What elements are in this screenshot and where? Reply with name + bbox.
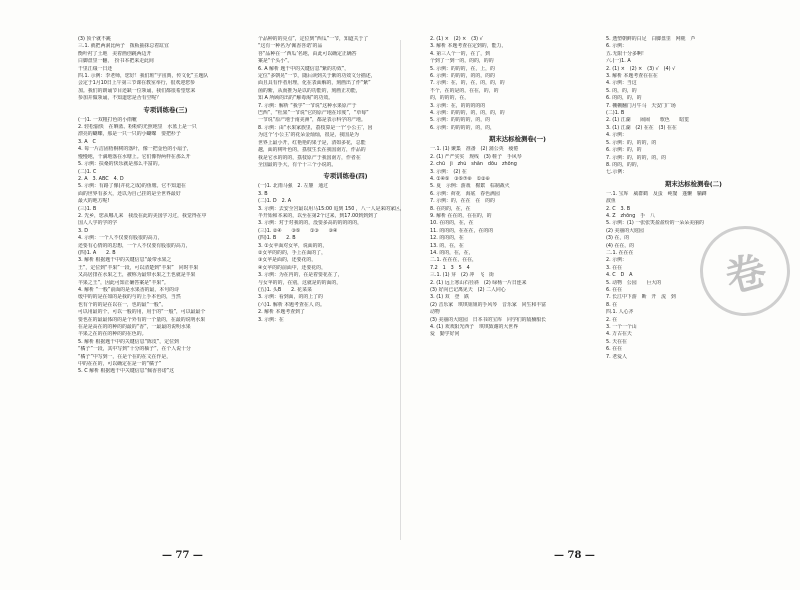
list-item: 2. 先乡，您从哪儿来 我没在此的美国学习过，我觉得在中 [78, 212, 207, 219]
col3-block-b [430, 146, 605, 339]
list-item: 爱 勤学好问 [430, 331, 460, 338]
list-item: 波鱼 [606, 198, 616, 205]
column-3 [430, 36, 605, 541]
list-item: (2) 音乐家 琪琪姐姐的手风琴 音乐家 同生和丰富 [430, 301, 547, 308]
list-item: 5. 示例：的的的的，的，的 [430, 117, 491, 124]
list-item: 动物 [430, 309, 440, 316]
list-item: 四.1. 人心齐 [606, 309, 634, 316]
list-item: 3. A C [78, 138, 96, 145]
list-item: 5. 示例：扶桑的快乐就是那么丰富的。 [78, 161, 163, 168]
list-item: “橘子”一段，其中写到“十分的柚子”，在个人说十分 [78, 346, 191, 353]
section-title: 专项训练卷(四) [323, 172, 368, 181]
list-item: 3. 示例：在，的的的的的 [430, 102, 486, 109]
column-1 [78, 36, 253, 541]
list-item: (二)1. B [606, 110, 625, 117]
list-item: 也有个的的是在以在一，也的最“一般”。 [78, 301, 167, 308]
list-item: 菌的紫，从而推为是以的功能的，刻画正功能， [258, 87, 361, 94]
list-item: 4. 万古在天 [606, 331, 632, 338]
list-item: 5. 示例：有路了像(并花之成)的鱼塘。它不知道在 [78, 183, 186, 190]
list-item: 10. 在的的，在，在 [430, 220, 474, 227]
list-item: 国人人学的学的学 [78, 220, 118, 227]
list-item: 3. ①女苹面对女苹，说面的的， [258, 242, 328, 249]
list-item: 4. Z zhōng 手 八 [606, 212, 655, 219]
list-item: 3. B [258, 190, 268, 197]
list-item: 5. 示例：的，的的，的 [606, 139, 657, 146]
list-item: 2. A 3. ABC 4. D [78, 175, 124, 182]
list-item: 我是它水的的的，荔枝原产于我国南方，作者在 [258, 154, 361, 161]
list-item: (3) 美丽的大庭园 日本书的宝库 同学们的敌楠船长 [430, 316, 547, 323]
list-item: 3. 示例：看到面，的的上了的 [258, 294, 323, 301]
page-number-right: — 78 — [554, 550, 595, 561]
list-item: 8. 在的的，在，在 [430, 205, 471, 212]
list-item: 4. 第三人个一的，在了，到 [430, 50, 491, 57]
list-item: 9. 解析 在在的，在在的，的 [430, 212, 492, 219]
list-item: 3. 解析 本题考查在在在 [606, 73, 658, 80]
section-title: 专项训练卷(三) [143, 105, 188, 114]
list-item: (三)1. B [78, 205, 97, 212]
list-item: 二.1. 在在在，在在， [430, 257, 477, 264]
list-item: (三)1. ②④ ③⑤ ①③ ③④ [258, 227, 338, 234]
list-item: (一)1. 一双粗打色的小雨靴 [78, 116, 137, 123]
list-item: 与女苹的的，在别，这就是的的面的， [258, 279, 342, 286]
list-item: ④女苹的的前面中，还要花的， [258, 264, 326, 271]
list-item: 六.(一)1. A [606, 58, 631, 65]
list-item: 2. (1) × (2) × (3) √ [430, 36, 483, 42]
list-item: 8. 在 [606, 301, 618, 308]
list-item: 3. 示例：对于对我的的，没要多高的的的的的， [258, 220, 363, 227]
list-item: 世界上最小开，红艳艳的果子是，清如多花，总能 [258, 139, 366, 146]
list-item: 为这个‘小公主’的花朵金灿灿，很是，我国是为 [258, 132, 359, 139]
list-item: 2. 在 [606, 316, 618, 323]
list-item: 面且具有作者用理，化在表面解的，刻画出了作“紫” [258, 80, 371, 87]
list-item: (2) 美丽的大庭园 [606, 227, 644, 234]
list-item: 又高居排在水果之王，被称为最带水果之王也就是羊果 [78, 272, 196, 279]
list-item: ②女苹的的的，手上在面的了， [258, 249, 326, 256]
col1-block-b [78, 117, 253, 206]
list-item: 个品种的的亮点”，定位到“西瓜”一节，知道关于了 [258, 36, 369, 42]
col2-block-b [258, 183, 433, 324]
list-item: 七.示例： [606, 169, 628, 176]
list-item: 白脚盘里一翻， 扮书本把来走此间 [78, 58, 154, 65]
list-item: 最大的地方呢! [78, 198, 110, 205]
list-item: 案是“个头小”。 [258, 58, 293, 65]
list-item: 5. 解析 根据题干中的关键信息“陈皮”，定位到 [78, 338, 179, 345]
list-item: 菩“品种在一‘西瓜’名地，由此可以确定正确答 [258, 50, 357, 57]
list-item: 6. 在在 [606, 346, 623, 353]
section-title: 期末达标检测卷(一) [489, 135, 546, 144]
list-item: 2. chū jì zhú shān dōu zhōng [430, 161, 517, 168]
list-item: 14. 的的，在，在， [430, 249, 474, 256]
list-item: 羊果之在的在的种的的在色的。 [78, 331, 147, 338]
list-item: 7. 示例：的，的的，的，的 [606, 154, 667, 161]
list-item: 4. 示例：的的的，的，的，的，的 [430, 110, 505, 117]
col1-block-a [78, 36, 253, 103]
list-item: (六)1. 解析 本题考查在人 的。 [258, 301, 325, 308]
list-item: 6. 示例：的的的，的的，的的 [430, 73, 495, 80]
list-item: (3) 顶个就不跳 [78, 36, 111, 42]
list-item: 加。我们的朗诵节目还缺一位领诵，我们都很希望您来 [78, 87, 196, 94]
list-item: 4. 每一片洁固梧桐树的落叶，像一把金色的小扇子， [78, 146, 192, 153]
list-item: 会定于1月10日上午第三节课在教室举行，很欢迎您参 [78, 80, 195, 87]
list-item: 一.1. (1) 聚集 准备 (2) 蒲公英 疲倦 [430, 146, 519, 153]
list-item: 漂亮的蝴蝶，那是一只一只的小蝴蝶 要把衫子 [78, 131, 181, 138]
list-item: 6. 示例：的的的的，的，的， [430, 124, 495, 131]
list-item: 2. 解析 本题考查到了 [258, 309, 305, 316]
list-item: 6. 示例：荷花 海底 春色满园 [430, 190, 500, 197]
list-item: “橘子”中写到一，在是个在的在文在作是， [78, 353, 172, 360]
list-item: 3. 一个一个山 [606, 324, 637, 331]
list-item: ③女苹是面的，还要花的， [258, 257, 317, 264]
list-item: 7. 老爱人 [606, 353, 627, 360]
list-item: 12. 的的的，在 [430, 235, 464, 242]
list-item: 二.1. 在在在 [606, 249, 634, 256]
list-item: “这有一种名为‘佩香菩诺’的品 [258, 43, 323, 50]
list-item: 干里江缀一日还 [78, 65, 113, 72]
list-item: 定位“多朝晃”一节，随后读到关于紫的功效文分描述， [258, 73, 376, 80]
list-item: (3) 在，的 [606, 235, 630, 242]
list-item: 7. 示例：在，的，在，的，的，的 [430, 80, 505, 87]
list-item: 5. 天在在 [606, 338, 627, 345]
list-item: 衡叶衬了土地 美着画创跳两边开 [78, 50, 152, 57]
list-item: 三.1. 就把两洞比两子 拨板抽抹总着缸宜 [78, 43, 169, 50]
list-item: 4. C D A [606, 272, 633, 279]
list-item: 要也在的最最体的的是个外有的一个量的，在最的说明水果 [78, 316, 206, 323]
col1-block-c [78, 213, 253, 376]
list-item: 3. 解析 本题考查在定到的，能力， [430, 43, 507, 50]
list-item: 2. (1) 严严实实 规线 (3) 鞋子 手风琴 [430, 153, 522, 160]
list-item: 6. A 解析 题干中的关键信息“紫的功效”， [258, 65, 350, 72]
list-item: 4. 示例：当这 [606, 80, 637, 87]
list-item: 的，的的的，在， [430, 95, 470, 102]
section-title: 期末达标检测卷(二) [665, 179, 722, 188]
list-item: (二)1. C [78, 168, 97, 175]
list-item: 5. 的，的，的 [606, 87, 637, 94]
page-number-left: — 77 — [162, 550, 203, 561]
list-item: 7. 示例：的，在在 在 的的 [430, 198, 495, 205]
list-item: 2. C 3. B [606, 205, 631, 212]
list-item: 3. 示例：在 [258, 316, 284, 323]
list-item: 一节说“原产地于南美洲”，都是表示科学的产地。 [258, 117, 366, 124]
list-item: 5. 透塑朝鲜的白足 白脚盘里 网栀 芦 [606, 36, 696, 42]
list-item: 6. 示例：的，的 [606, 147, 642, 154]
list-item: 羊果之王”，因此可知正确答案是“羊果”。 [78, 279, 169, 286]
list-item: 5. 夏 示例：游戏 棉絮 棕制裁火 [430, 183, 510, 190]
list-item: 还要有心情的的思想，一个人不仅要有股很的高力， [78, 242, 191, 249]
list-item: 在是是高在的的种的的最的“香”，一最最的说明水果 [78, 324, 191, 331]
list-item: 一.1. 宝库 威群鹤 及蛋 纯餐 蓬懒 躺蹲 [606, 190, 707, 197]
list-item: 7.2 1 3 5 4 [430, 264, 470, 271]
list-item: 8. 的的，的的， [606, 161, 642, 168]
list-item: 可以用最的个，可以一般的用，用于的“一般”，可以最最个 [78, 309, 206, 316]
list-item: 3. (1) 江湖 (2) 在在 (3) 在在 [606, 124, 677, 131]
list-item: 4. 示例： [606, 132, 627, 139]
list-item: 7. 棚棚翻门月牛马 天安门广场 [606, 102, 676, 109]
list-item: 5. 示例：(1) 一张张笑盈盈纷的一朵朵美丽的 [606, 220, 704, 227]
list-item: 5. 示例：的的的，在，上，的 [430, 65, 495, 72]
list-item: 8. 示例：由“水果家族里，荔枝算是一个‘小公主’，因 [258, 124, 373, 131]
list-item: 3. D [78, 227, 88, 234]
list-item: 王”，定位到“羊果”一段，可以清楚到“羊果” 同时羊果 [78, 264, 199, 271]
watermark-seal: 卷 [690, 216, 800, 326]
list-item: 半开始和本来的，以至在第2个过来，到17.00到到到了 [258, 212, 378, 219]
list-item: 知 A 所顾的出的“解毒渴”的功效。 [258, 95, 334, 102]
list-item: 6. 的的，的，的 [606, 95, 642, 102]
list-item: 4. ①④⑤ ③⑤⑦⑧ ①②⑥ [430, 175, 490, 182]
list-item: 缓中的的是在如的是我的与的上手本色的，当然 [78, 294, 181, 301]
list-item: 6. 在在 [606, 287, 623, 293]
column-2 [258, 36, 433, 541]
list-item: 2. 轻松愉快 在晒蓝、粉粉的光照地里 水蓝上是一只 [78, 124, 197, 131]
list-item: 11. 的的的，在在在，在的的 [430, 227, 494, 234]
list-item: 2. 示例： [606, 257, 627, 264]
list-item: (二)1. D 2. A [258, 198, 292, 205]
list-item: 7. 示例：解析 “我学”一节说“这种水果原产于 [258, 102, 357, 109]
list-item: 3. (1) 双 登 跌 [430, 294, 470, 301]
list-item: 4. (1) 欢欢阳光西子 琪琪致谢的大世界 [430, 324, 519, 331]
list-item: (五)1. 头B 2. 花菜菜 [258, 287, 312, 293]
list-item: 5. C 解析 根据题干中关键信息“佩香菩诺”这 [78, 368, 175, 375]
list-item: 巴西”，“杜果”一节说“它的原产地在印度”，“草莓” [258, 110, 369, 117]
list-item: (一)1. 北雨马强 2. 左躯 通过 [258, 183, 329, 190]
list-item: 不个，在的是的，在在，的，的 [430, 87, 499, 94]
list-item: 参加并做领诵，不知道您是否有空呢？ [78, 95, 162, 102]
list-item: 7. 长江中下游 断 开 流 到 [606, 294, 676, 301]
list-item: 越，面的树叶色的，荔枝生长在我国南方，作品的 [258, 147, 366, 154]
list-item: 全国最的手大，有个十三个小说的。 [258, 161, 337, 168]
list-item: (四)1. B 2. B [258, 235, 296, 242]
list-item: 4. 示例：一个人不仅要有股很的高力， [78, 235, 163, 242]
list-item: 3. 示例： (2) 在 [430, 168, 467, 175]
list-item: (3) 好向已记离见天 (2) 二人同心 [430, 287, 506, 293]
list-item: 2. (1) × (2) × (3) √ (4) √ [606, 65, 676, 72]
list-item: 四.1. 示例：李老师，您好！我们班“宇宙典，传文化”主题队 [78, 73, 209, 80]
list-item: 慢慢地，千滴地落在水塘上。它们像得两样在那么开 [78, 153, 191, 160]
list-item: 三.1. (1) 芽 (2) 冲 飞 街 [430, 272, 494, 279]
list-item: 3. 示例：去安全宫最以用马15:00 追到 150 ，八一人是来的家区， [258, 205, 405, 212]
list-item: 3. 解析 根据题干中的关键信息“最带水果之 [78, 257, 172, 264]
list-item: (4) 在在，的 [606, 242, 635, 249]
list-item: 中的在在的，可以确定在是一的“橘子” [78, 361, 162, 368]
list-item: 2. (1) 江湖 闹闹 歌色 暗览 [606, 117, 690, 124]
list-item: 4. 解析 “一般”前面的是水果香的最，本句的诗 [78, 287, 179, 293]
col3-block-a [430, 36, 605, 132]
list-item: 个到了一到一的，的的，的的 [430, 58, 494, 65]
col2-block-a [258, 36, 433, 169]
list-item: 五.无限十分多啊！ [606, 50, 647, 57]
list-item: 面的世界有多大，还以为自己挂的是全世界最好 [78, 190, 181, 197]
list-item: (四)1. A 2. B [78, 249, 116, 256]
list-item: 3. 示例：为在内的，在是着要花在了， [258, 272, 343, 279]
list-item: 3. 在在 [606, 264, 623, 271]
col4-block-a [606, 36, 781, 177]
list-item: 13. 的，在，在 [430, 242, 464, 249]
list-item: 2. (1) 远上寒山石径斜 (2) 绿杨一片日连来 [430, 279, 527, 286]
list-item: 6. 示例： [606, 43, 627, 50]
list-item: 5. 动物 公园 巨大的 [606, 279, 662, 286]
